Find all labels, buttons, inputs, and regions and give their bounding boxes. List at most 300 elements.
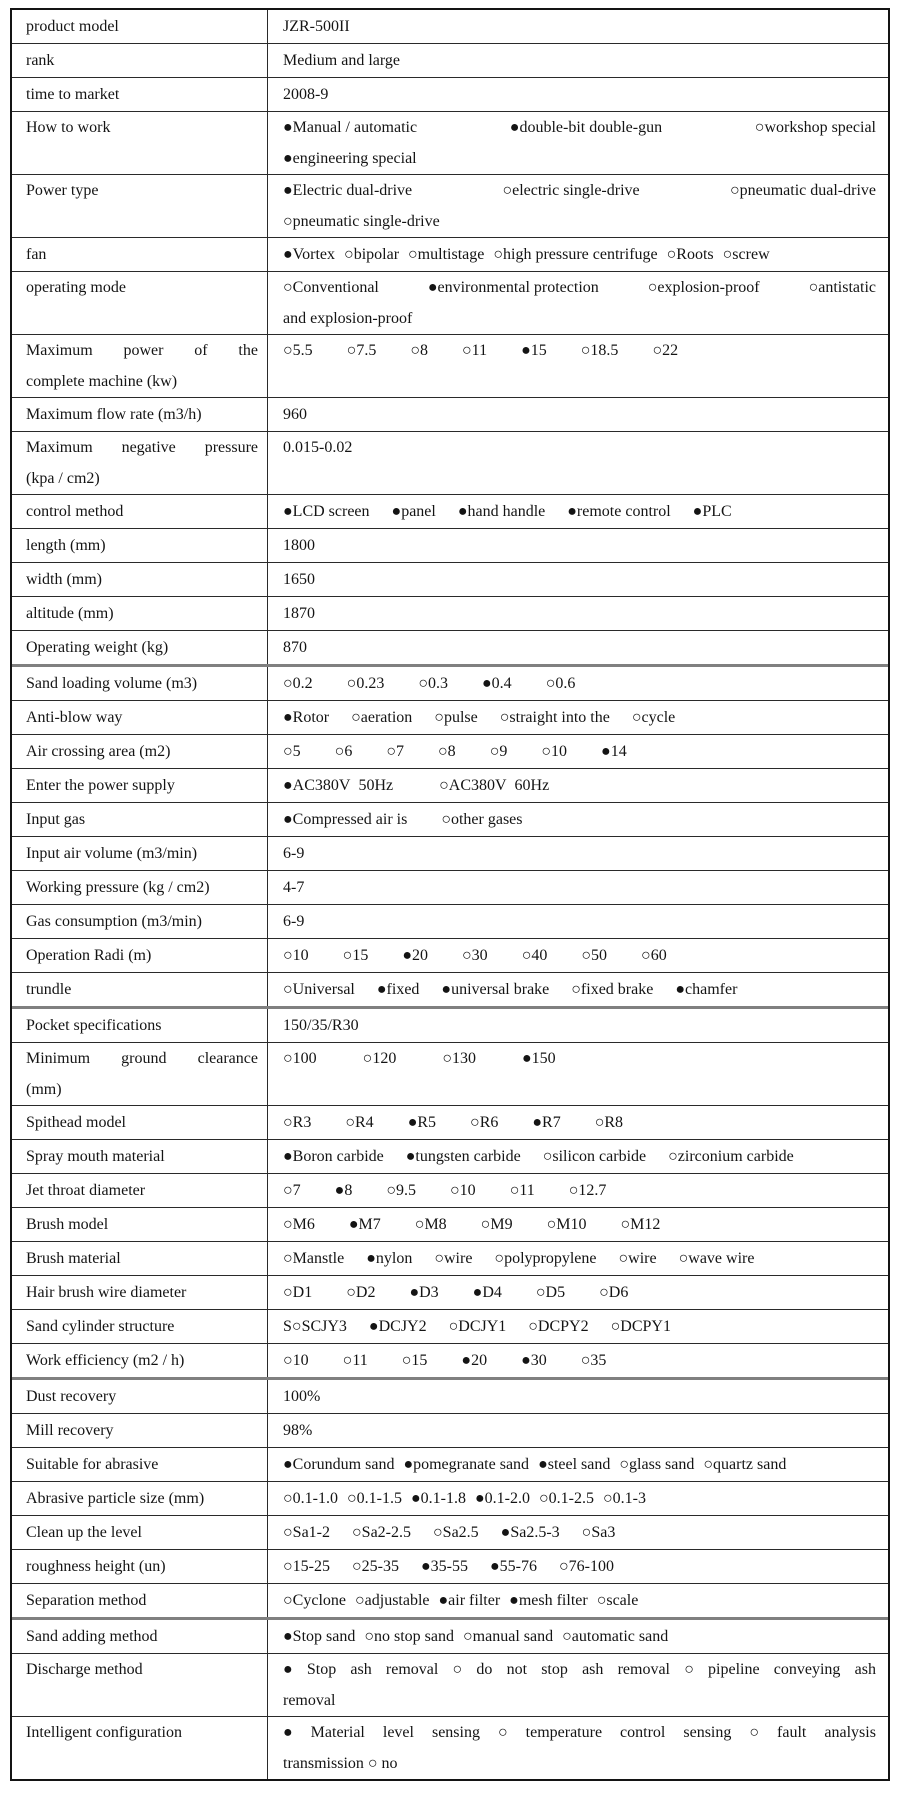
- option: ○8: [410, 342, 429, 359]
- value-word: ○: [749, 1724, 760, 1741]
- option: ●engineering special: [283, 150, 417, 167]
- row-value-cell: [268, 1043, 888, 1105]
- row-value-cell: [268, 1208, 888, 1241]
- option: ●M7: [348, 1216, 381, 1233]
- option: ○30: [462, 947, 488, 964]
- row-label: Hair brush wire diameter: [26, 1284, 187, 1301]
- row-label: Spithead model: [26, 1114, 126, 1131]
- option: ○9: [489, 743, 508, 760]
- option: ○R6: [470, 1114, 499, 1131]
- row-value-cell: [268, 563, 888, 596]
- option: ○glass sand: [619, 1456, 695, 1473]
- row-value-cell: [268, 973, 888, 1006]
- option: ○11: [342, 1352, 368, 1369]
- table-row: [12, 334, 888, 397]
- option: ○cycle: [631, 709, 676, 726]
- table-row: [12, 397, 888, 431]
- option-group: [283, 1277, 876, 1308]
- option: ○0.2: [283, 675, 313, 692]
- option-group: [283, 1107, 876, 1138]
- row-label: Spray mouth material: [26, 1148, 165, 1165]
- option: ○explosion-proof: [647, 279, 760, 296]
- option: ●R5: [407, 1114, 437, 1131]
- row-label: Clean up the level: [26, 1524, 142, 1541]
- value-word: ●: [283, 1661, 293, 1678]
- row-label: trundle: [26, 981, 72, 998]
- option-group: [283, 1551, 876, 1582]
- option: ○quartz sand: [703, 1456, 787, 1473]
- table-row: [12, 1275, 888, 1309]
- row-value: 6-9: [283, 845, 305, 862]
- row-value-cell: [268, 272, 888, 334]
- row-label: Dust recovery: [26, 1388, 117, 1405]
- row-value-cell: [268, 905, 888, 938]
- row-value-cell: [268, 529, 888, 562]
- value-word: stop: [541, 1661, 568, 1678]
- row-label-cell: [12, 563, 268, 596]
- row-label-cell: [12, 1106, 268, 1139]
- option-group: [283, 804, 876, 835]
- row-label-cell: [12, 973, 268, 1006]
- option: ●universal brake: [441, 981, 550, 998]
- value-line: [283, 143, 876, 174]
- table-row: [12, 1309, 888, 1343]
- option: ●Boron carbide: [283, 1148, 384, 1165]
- option: ●PLC: [692, 503, 732, 520]
- table-row: [12, 1241, 888, 1275]
- row-label: operating mode: [26, 279, 126, 296]
- row-value-cell: [268, 631, 888, 664]
- option-group: [283, 335, 876, 366]
- option: ○11: [509, 1182, 535, 1199]
- table-row: [12, 1549, 888, 1583]
- option-group: [283, 702, 876, 733]
- row-value: 100%: [283, 1388, 321, 1405]
- option: ○M6: [283, 1216, 315, 1233]
- table-row: [12, 1653, 888, 1716]
- row-label: Sand cylinder structure: [26, 1318, 175, 1335]
- row-label-cell: [12, 631, 268, 664]
- option: ○7.5: [346, 342, 377, 359]
- value-word: ○: [452, 1661, 463, 1678]
- row-label-cell: [12, 735, 268, 768]
- row-label: Sand loading volume (m3): [26, 675, 198, 692]
- row-value: 98%: [283, 1422, 313, 1439]
- row-value: JZR-500II: [283, 18, 350, 35]
- option: ●nylon: [366, 1250, 413, 1267]
- value-word: ○: [684, 1661, 694, 1678]
- table-row: [12, 1617, 888, 1653]
- row-value-cell: [268, 1106, 888, 1139]
- table-row: [12, 1447, 888, 1481]
- row-value-cell: [268, 495, 888, 528]
- row-label: Work efficiency (m2 / h): [26, 1352, 185, 1369]
- option: ○35: [580, 1352, 607, 1369]
- option: ●AC380V 50Hz: [283, 777, 394, 794]
- row-label: roughness height (un): [26, 1558, 166, 1575]
- value-word: fault: [777, 1724, 807, 1741]
- row-label: Power type: [26, 182, 99, 199]
- option: ●Sa2.5-3: [500, 1524, 560, 1541]
- table-row: [12, 494, 888, 528]
- option: ○M8: [414, 1216, 447, 1233]
- option: ●Corundum sand: [283, 1456, 395, 1473]
- option: ○0.6: [545, 675, 576, 692]
- row-label-cell: [12, 871, 268, 904]
- option: ○R4: [345, 1114, 374, 1131]
- row-label-cell: [12, 44, 268, 77]
- value-line: [283, 206, 876, 237]
- table-row: [12, 768, 888, 802]
- option: ●mesh filter: [509, 1592, 588, 1609]
- row-label: control method: [26, 503, 124, 520]
- row-value-cell: [268, 1414, 888, 1447]
- row-label-cell: [12, 769, 268, 802]
- option: ○zirconium carbide: [668, 1148, 794, 1165]
- value-word: level: [382, 1724, 414, 1741]
- row-value-cell: [268, 735, 888, 768]
- option: ○9.5: [386, 1182, 417, 1199]
- row-label-cell: [12, 272, 268, 334]
- label-word: Minimum: [26, 1050, 91, 1067]
- option: ●remote control: [567, 503, 671, 520]
- option: ●DCJY2: [368, 1318, 427, 1335]
- row-label-cell: [12, 398, 268, 431]
- option: ○Manstle: [283, 1250, 345, 1267]
- option: ●Rotor: [283, 709, 330, 726]
- row-value-cell: [268, 1242, 888, 1275]
- option: ○Roots: [666, 246, 714, 263]
- row-value-cell: [268, 701, 888, 734]
- row-value-cell: [268, 335, 888, 397]
- table-row: [12, 1583, 888, 1617]
- table-row: [12, 596, 888, 630]
- option: ○5.5: [283, 342, 313, 359]
- table-row: [12, 664, 888, 700]
- option: ○Sa2-2.5: [352, 1524, 411, 1541]
- option: ○22: [652, 342, 679, 359]
- row-label-cell: [12, 529, 268, 562]
- row-label-cell: [12, 905, 268, 938]
- option-group: [283, 1209, 876, 1240]
- option: ●8: [334, 1182, 353, 1199]
- row-value: 1650: [283, 571, 315, 588]
- row-label: length (mm): [26, 537, 106, 554]
- option: ●150: [522, 1050, 556, 1067]
- option-group: [283, 1345, 876, 1376]
- option: ○100: [283, 1050, 317, 1067]
- option: ●35-55: [421, 1558, 468, 1575]
- option: ○0.1-3: [603, 1490, 646, 1507]
- option: ○straight into the: [499, 709, 610, 726]
- row-label: Maximum flow rate (m3/h): [26, 406, 202, 423]
- option: ○D6: [599, 1284, 629, 1301]
- option: ○5: [283, 743, 301, 760]
- row-value-cell: [268, 432, 888, 494]
- row-label: How to work: [26, 119, 111, 136]
- row-label-cell: [12, 78, 268, 111]
- value-line: [283, 112, 876, 143]
- option: ●air filter: [438, 1592, 501, 1609]
- option: and explosion-proof: [283, 310, 413, 327]
- table-row: [12, 1413, 888, 1447]
- option-group: [283, 974, 876, 1005]
- table-row: [12, 43, 888, 77]
- row-label-cell: [12, 597, 268, 630]
- value-word: temperature: [525, 1724, 603, 1741]
- row-label-cell: [12, 335, 268, 397]
- option: ○M12: [620, 1216, 661, 1233]
- row-value-cell: [268, 1654, 888, 1716]
- row-label-cell: [12, 1414, 268, 1447]
- row-label: Pocket specifications: [26, 1017, 162, 1034]
- row-label-cell: [12, 1516, 268, 1549]
- option: ●Manual / automatic: [283, 119, 418, 136]
- option: ○screw: [722, 246, 770, 263]
- row-label: altitude (mm): [26, 605, 114, 622]
- row-label: Input gas: [26, 811, 86, 828]
- option: ○D1: [283, 1284, 313, 1301]
- option-group: [283, 1449, 876, 1480]
- row-label-cell: [12, 803, 268, 836]
- row-label-line: complete machine (kw): [26, 373, 178, 390]
- row-label: Intelligent configuration: [26, 1724, 182, 1741]
- option: ○fixed brake: [571, 981, 654, 998]
- table-row: [12, 1042, 888, 1105]
- value-word: ●: [283, 1724, 293, 1741]
- option: ○Sa3: [581, 1524, 616, 1541]
- option: ○Sa2.5: [433, 1524, 479, 1541]
- row-label: fan: [26, 246, 47, 263]
- option: ●Stop sand: [283, 1628, 356, 1645]
- option: ○25-35: [352, 1558, 399, 1575]
- option: ○D2: [346, 1284, 376, 1301]
- option: ○7: [283, 1182, 301, 1199]
- option: ○wave wire: [678, 1250, 755, 1267]
- row-value-cell: [268, 175, 888, 237]
- option: ○antistatic: [808, 279, 876, 296]
- row-value: 4-7: [283, 879, 305, 896]
- value-word: analysis: [824, 1724, 876, 1741]
- table-row: [12, 1006, 888, 1042]
- row-label-cell: [12, 1043, 268, 1105]
- row-value-cell: [268, 939, 888, 972]
- row-value: 960: [283, 406, 307, 423]
- table-row: [12, 271, 888, 334]
- label-word: pressure: [204, 439, 258, 456]
- row-label-cell: [12, 1654, 268, 1716]
- row-value: 150/35/R30: [283, 1017, 359, 1034]
- row-label-cell: [12, 939, 268, 972]
- option-group: [283, 239, 876, 270]
- option: ○0.23: [346, 675, 385, 692]
- row-value: Medium and large: [283, 52, 401, 69]
- value-word: Material: [310, 1724, 365, 1741]
- row-label: Discharge method: [26, 1661, 143, 1678]
- option: ●R7: [532, 1114, 561, 1131]
- table-row: [12, 700, 888, 734]
- option: ●Electric dual-drive: [283, 182, 413, 199]
- option: ○silicon carbide: [542, 1148, 647, 1165]
- table-row: [12, 802, 888, 836]
- option: ○wire: [434, 1250, 473, 1267]
- row-label: rank: [26, 52, 55, 69]
- option: ○M9: [480, 1216, 513, 1233]
- row-value-cell: [268, 1174, 888, 1207]
- table-row: [12, 1377, 888, 1413]
- option: ○15-25: [283, 1558, 330, 1575]
- option: ○automatic sand: [562, 1628, 669, 1645]
- option-group: [283, 940, 876, 971]
- option: ○6: [334, 743, 353, 760]
- row-value: 2008-9: [283, 86, 329, 103]
- value-line: [283, 303, 876, 334]
- row-label: Sand adding method: [26, 1628, 158, 1645]
- option-group: [283, 1311, 876, 1342]
- value-word: conveying: [773, 1661, 841, 1678]
- option: ○Cyclone: [283, 1592, 346, 1609]
- row-label-cell: [12, 1448, 268, 1481]
- row-label-line: [26, 1043, 258, 1074]
- row-label: Input air volume (m3/min): [26, 845, 198, 862]
- table-row: [12, 1481, 888, 1515]
- option: ○D5: [535, 1284, 566, 1301]
- option: ○wire: [618, 1250, 657, 1267]
- option: ●15: [521, 342, 547, 359]
- option: ●30: [521, 1352, 547, 1369]
- table-row: [12, 1207, 888, 1241]
- option: ●Vortex: [283, 246, 336, 263]
- row-label-cell: [12, 1550, 268, 1583]
- table-row: [12, 734, 888, 768]
- option-group: [283, 668, 876, 699]
- option: ○130: [442, 1050, 477, 1067]
- value-word: control: [620, 1724, 666, 1741]
- option: ○multistage: [408, 246, 485, 263]
- row-label-line: (mm): [26, 1081, 62, 1098]
- row-label-cell: [12, 837, 268, 870]
- option: ○18.5: [580, 342, 619, 359]
- value-word: pipeline: [708, 1661, 760, 1678]
- row-value-cell: [268, 667, 888, 700]
- option: ○pneumatic dual-drive: [729, 182, 876, 199]
- row-value-cell: [268, 78, 888, 111]
- label-word: Maximum: [26, 439, 93, 456]
- row-label: Brush model: [26, 1216, 109, 1233]
- value-word: sensing: [683, 1724, 732, 1741]
- row-label: Working pressure (kg / cm2): [26, 879, 210, 896]
- row-label-cell: [12, 1009, 268, 1042]
- option-group: [283, 1621, 876, 1652]
- option: ●20: [402, 947, 429, 964]
- row-value-cell: [268, 398, 888, 431]
- row-label: Air crossing area (m2): [26, 743, 171, 760]
- row-value: 870: [283, 639, 307, 656]
- option: ○8: [438, 743, 456, 760]
- option: ●0.1-1.8: [411, 1490, 466, 1507]
- row-value: 0.015-0.02: [283, 439, 353, 456]
- option: ●55-76: [490, 1558, 537, 1575]
- option: ○no stop sand: [364, 1628, 455, 1645]
- option: ○bipolar: [344, 246, 400, 263]
- row-label-cell: [12, 701, 268, 734]
- row-label-cell: [12, 1620, 268, 1653]
- row-label: Jet throat diameter: [26, 1182, 146, 1199]
- value-line: [283, 1717, 876, 1748]
- option: ○15: [342, 947, 369, 964]
- row-value-cell: [268, 112, 888, 174]
- row-label: Mill recovery: [26, 1422, 114, 1439]
- row-label: Gas consumption (m3/min): [26, 913, 202, 930]
- option: ●20: [461, 1352, 488, 1369]
- row-value-cell: [268, 1140, 888, 1173]
- option: ○Conventional: [283, 279, 379, 296]
- option-group: [283, 1043, 876, 1074]
- value-word: removal: [385, 1661, 439, 1678]
- option: ●D4: [472, 1284, 502, 1301]
- row-value-cell: [268, 10, 888, 43]
- option: ○0.1-2.5: [539, 1490, 594, 1507]
- option: ●panel: [391, 503, 436, 520]
- label-word: clearance: [197, 1050, 258, 1067]
- row-value-cell: [268, 837, 888, 870]
- spec-table: [10, 8, 890, 1781]
- row-label: Brush material: [26, 1250, 121, 1267]
- option: ○0.1-1.0: [283, 1490, 338, 1507]
- row-value-cell: [268, 1009, 888, 1042]
- table-row: [12, 630, 888, 664]
- option-group: [283, 1483, 876, 1514]
- row-label-line: [26, 432, 258, 463]
- option: ●steel sand: [538, 1456, 611, 1473]
- option: ○R8: [594, 1114, 624, 1131]
- option: ○polypropylene: [494, 1250, 597, 1267]
- option: ○0.3: [418, 675, 449, 692]
- option: ●double-bit double-gun: [509, 119, 663, 136]
- row-value-cell: [268, 597, 888, 630]
- option: ○60: [641, 947, 667, 964]
- row-label-cell: [12, 1140, 268, 1173]
- row-value-cell: [268, 769, 888, 802]
- row-label-line: [26, 335, 258, 366]
- option: ○DCJY1: [448, 1318, 507, 1335]
- option: ○aeration: [351, 709, 413, 726]
- row-label-cell: [12, 175, 268, 237]
- option: ○scale: [596, 1592, 639, 1609]
- row-label: product model: [26, 18, 119, 35]
- value-word: do: [476, 1661, 493, 1678]
- option: ○40: [521, 947, 548, 964]
- option: ○10: [541, 743, 568, 760]
- row-value-cell: [268, 871, 888, 904]
- row-value-cell: [268, 1448, 888, 1481]
- option: ○Universal: [283, 981, 355, 998]
- table-row: [12, 1515, 888, 1549]
- option: ○15: [401, 1352, 428, 1369]
- row-value-cell: [268, 1310, 888, 1343]
- option: ○50: [581, 947, 608, 964]
- row-label: Enter the power supply: [26, 777, 175, 794]
- row-value: 6-9: [283, 913, 305, 930]
- table-row: [12, 174, 888, 237]
- option: ○12.7: [568, 1182, 607, 1199]
- option: ●0.4: [482, 675, 512, 692]
- table-row: [12, 528, 888, 562]
- row-label-cell: [12, 1584, 268, 1617]
- option: ○R3: [283, 1114, 312, 1131]
- row-value-cell: [268, 1717, 888, 1779]
- row-label-cell: [12, 1380, 268, 1413]
